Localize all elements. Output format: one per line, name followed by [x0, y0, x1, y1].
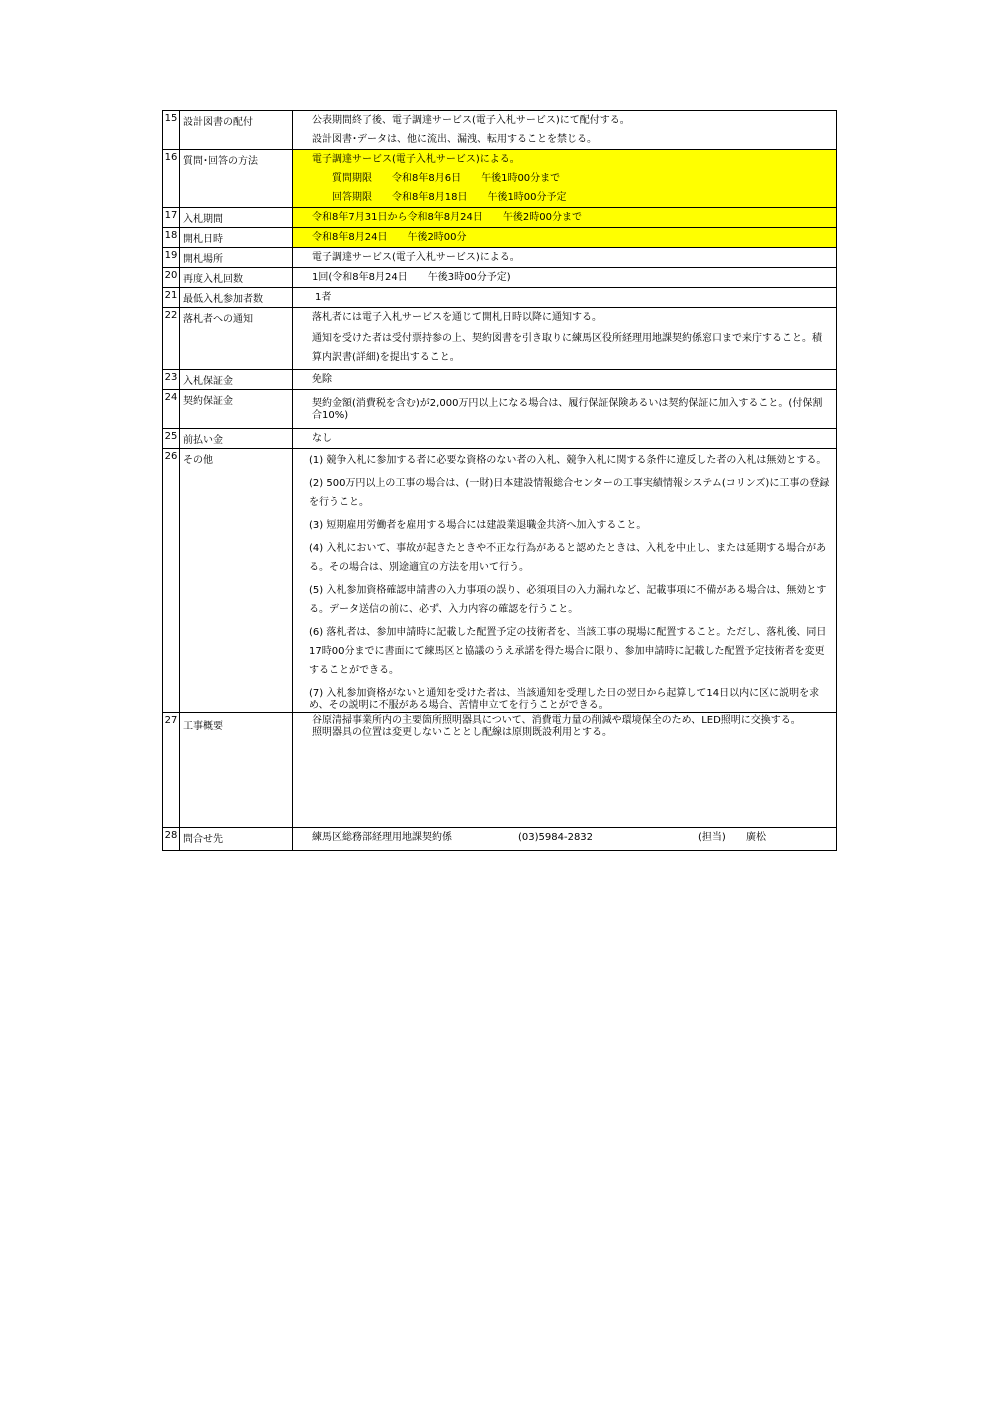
row-content	[293, 228, 837, 248]
row-content	[293, 370, 837, 390]
row-number: 19	[163, 248, 180, 268]
table-row	[163, 828, 837, 851]
table-row	[163, 111, 837, 150]
row-content	[293, 308, 837, 370]
row-content	[293, 429, 837, 449]
row-label: 問合せ先	[180, 828, 293, 851]
row-label: 契約保証金	[180, 390, 293, 429]
content-line: 1者	[315, 292, 332, 303]
contact-person: 廣松	[746, 832, 766, 843]
highlighted-line: 回答期限 令和8年8月18日 午後1時00分予定	[293, 188, 836, 207]
table-row	[163, 370, 837, 390]
highlighted-line: 電子調達サービス(電子入札サービス)による。	[293, 150, 836, 169]
note-item-4: (4) 入札において、事故が起きたときや不正な行為があると認めたときは、入札を中止し、または延期する場合がある。その場合は、別途適宜の方法を用いて行う。	[309, 543, 827, 573]
contact-phone: (03)5984-2832	[518, 832, 594, 843]
highlighted-line: 質問期限 令和8年8月6日 午後1時00分まで	[293, 169, 836, 188]
row-number: 24	[163, 390, 180, 429]
row-number: 20	[163, 268, 180, 288]
contact-department: 練馬区総務部経理用地課契約係	[312, 832, 452, 843]
row-label: 最低入札参加者数	[180, 288, 293, 308]
row-content	[293, 449, 837, 713]
table-row	[163, 429, 837, 449]
row-content	[293, 248, 837, 268]
row-number: 26	[163, 449, 180, 713]
content-line: なし	[312, 433, 332, 444]
contact-info	[293, 828, 837, 851]
table-row	[163, 713, 837, 828]
row-label: 再度入札回数	[180, 268, 293, 288]
row-number: 16	[163, 150, 180, 208]
table-row	[163, 449, 837, 713]
row-label: 工事概要	[180, 713, 293, 828]
row-number: 25	[163, 429, 180, 449]
content-line: 免除	[312, 374, 332, 385]
row-number: 28	[163, 828, 180, 851]
row-number: 15	[163, 111, 180, 150]
row-content	[293, 288, 837, 308]
content-line: 令和8年8月24日 午後2時00分	[312, 232, 467, 243]
row-content	[293, 208, 837, 228]
note-item-1: (1) 競争入札に参加する者に必要な資格のない者の入札、競争入札に関する条件に違反した者の入札は無効とする。	[309, 455, 827, 466]
row-content	[293, 390, 837, 429]
row-number: 21	[163, 288, 180, 308]
row-content	[293, 111, 837, 150]
row-content	[293, 268, 837, 288]
note-item-5: (5) 入札参加資格確認申請書の入力事項の誤り、必須項目の入力漏れなど、記載事項に不備がある場合は、無効とする。データ送信の前に、必ず、入力内容の確認を行うこと。	[309, 585, 827, 615]
content-line: 令和8年7月31日から令和8年8月24日 午後2時00分まで	[312, 212, 582, 223]
bid-notice-table	[162, 110, 837, 851]
note-item-6: (6) 落札者は、参加申請時に記載した配置予定の技術者を、当該工事の現場に配置すること。ただし、落札後、同日17時00分までに書面にて練馬区と協議のうえ承諾を得た場合に限り、参加申請時に記載した配置予定技術者を変更することができる。	[309, 627, 827, 676]
row-label: 入札期間	[180, 208, 293, 228]
row-label: その他	[180, 449, 293, 713]
row-content	[293, 150, 837, 208]
table-row	[163, 288, 837, 308]
row-number: 17	[163, 208, 180, 228]
content-line: 設計図書･データは、他に流出、漏洩、転用することを禁じる。	[312, 134, 597, 145]
table-row	[163, 390, 837, 429]
content-line: 1回(令和8年8月24日 午後3時00分予定)	[312, 272, 511, 283]
row-number: 23	[163, 370, 180, 390]
row-label: 入札保証金	[180, 370, 293, 390]
table-row	[163, 308, 837, 370]
content-paragraph: 谷原清掃事業所内の主要箇所照明器具について、消費電力量の削減や環境保全のため、LED照明に交換する。	[312, 715, 801, 726]
content-line: 照明器具の位置は変更しないこととし配線は原則既設利用とする。	[312, 726, 612, 738]
row-label: 開札日時	[180, 228, 293, 248]
content-paragraph: 契約金額(消費税を含む)が2,000万円以上になる場合は、履行保証保険あるいは契約保証に加入すること。(付保割合10%)	[312, 398, 823, 421]
table-row	[163, 248, 837, 268]
note-item-3: (3) 短期雇用労働者を雇用する場合には建設業退職金共済へ加入すること。	[309, 520, 647, 531]
row-label: 開札場所	[180, 248, 293, 268]
row-number: 18	[163, 228, 180, 248]
row-number: 22	[163, 308, 180, 370]
row-content	[293, 713, 837, 828]
table-row	[163, 208, 837, 228]
content-line: 公表期間終了後、電子調達サービス(電子入札サービス)にて配付する。	[312, 115, 630, 126]
content-paragraph: 通知を受けた者は受付票持参の上、契約図書を引き取りに練馬区役所経理用地課契約係窓口まで来庁すること。積算内訳書(詳細)を提出すること。	[312, 333, 822, 363]
note-item-2: (2) 500万円以上の工事の場合は、(一財)日本建設情報総合センターの工事実績情報システム(コリンズ)に工事の登録を行うこと。	[309, 478, 830, 508]
content-line: 電子調達サービス(電子入札サービス)による。	[312, 252, 520, 263]
row-label: 設計図書の配付	[180, 111, 293, 150]
row-label: 質問･回答の方法	[180, 150, 293, 208]
content-line: 落札者には電子入札サービスを通じて開札日時以降に通知する。	[312, 312, 602, 323]
row-label: 落札者への通知	[180, 308, 293, 370]
row-number: 27	[163, 713, 180, 828]
row-label: 前払い金	[180, 429, 293, 449]
contact-role: (担当)	[698, 832, 726, 843]
table-row	[163, 150, 837, 208]
note-item-7: (7) 入札参加資格がないと通知を受けた者は、当該通知を受理した日の翌日から起算して14日以内に区に説明を求め、その説明に不服がある場合、苦情申立てを行うことができる。	[309, 688, 820, 711]
table-row	[163, 228, 837, 248]
table-row	[163, 268, 837, 288]
